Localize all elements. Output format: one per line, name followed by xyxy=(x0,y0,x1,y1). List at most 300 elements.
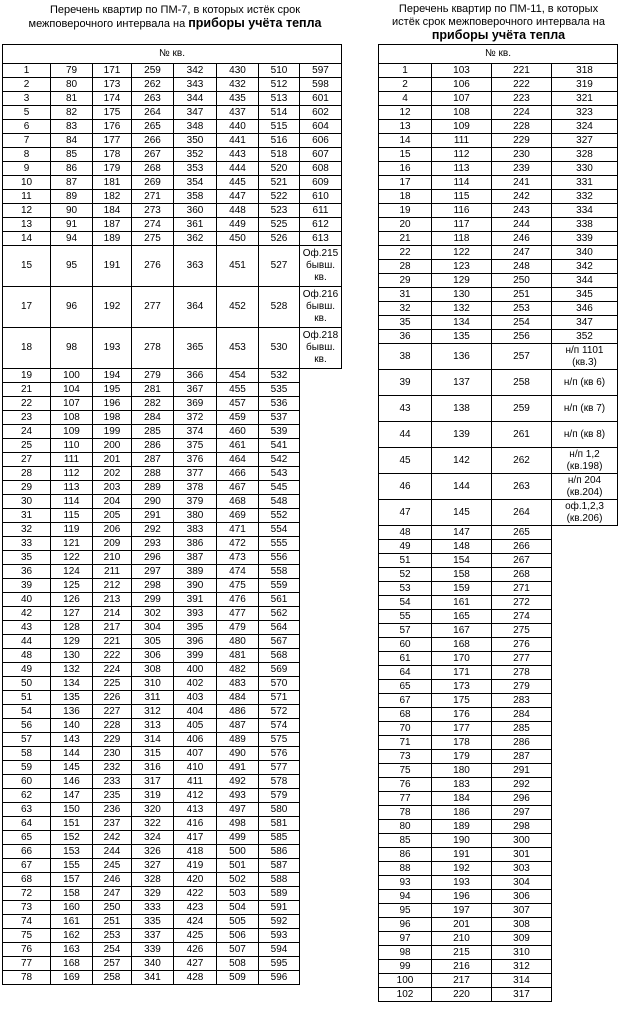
pm7-empty-cell xyxy=(300,579,342,593)
pm11-apartment-cell: 28 xyxy=(379,260,432,274)
pm7-apartment-cell: 271 xyxy=(132,190,174,204)
pm11-apartment-cell: 190 xyxy=(432,834,492,848)
pm7-apartment-cell: 474 xyxy=(217,565,259,579)
pm11-apartment-cell: 57 xyxy=(379,624,432,638)
pm7-apartment-cell: 313 xyxy=(132,719,174,733)
pm7-table-header: № кв. xyxy=(3,45,342,64)
pm7-apartment-cell: 173 xyxy=(93,78,132,92)
pm7-apartment-cell: 85 xyxy=(51,148,93,162)
pm11-table-header: № кв. xyxy=(379,45,618,64)
pm7-apartment-cell: 257 xyxy=(93,957,132,971)
pm7-apartment-cell: 226 xyxy=(93,691,132,705)
pm7-apartment-cell: 587 xyxy=(259,859,300,873)
pm7-apartment-cell: 548 xyxy=(259,495,300,509)
pm11-table-row xyxy=(379,64,618,78)
pm11-apartment-cell: 122 xyxy=(432,246,492,260)
pm7-apartment-cell: 447 xyxy=(217,190,259,204)
pm7-apartment-cell: 326 xyxy=(132,845,174,859)
pm7-apartment-cell: 481 xyxy=(217,649,259,663)
pm11-apartment-cell: 159 xyxy=(432,582,492,596)
pm7-apartment-cell: 574 xyxy=(259,719,300,733)
pm11-empty-cell xyxy=(552,722,618,736)
pm7-apartment-cell: 428 xyxy=(174,971,217,985)
pm11-apartment-cell: 60 xyxy=(379,638,432,652)
pm7-apartment-cell: 324 xyxy=(132,831,174,845)
pm7-apartment-cell: 472 xyxy=(217,537,259,551)
pm7-apartment-cell: 82 xyxy=(51,106,93,120)
pm7-table-row xyxy=(3,120,342,134)
pm7-table-row xyxy=(3,621,342,635)
pm11-apartment-cell: 180 xyxy=(432,764,492,778)
pm7-apartment-cell: 269 xyxy=(132,176,174,190)
pm11-table-row xyxy=(379,448,618,474)
pm7-table-row xyxy=(3,733,342,747)
pm11-apartment-cell: 135 xyxy=(432,330,492,344)
pm7-table-row xyxy=(3,551,342,565)
pm7-apartment-cell: 328 xyxy=(132,873,174,887)
pm7-apartment-cell: 162 xyxy=(51,929,93,943)
pm7-empty-cell xyxy=(300,453,342,467)
pm11-apartment-cell: 215 xyxy=(432,946,492,960)
pm7-apartment-cell: 448 xyxy=(217,204,259,218)
pm11-apartment-cell: 210 xyxy=(432,932,492,946)
pm11-table-row xyxy=(379,526,618,540)
pm11-apartment-cell: 230 xyxy=(492,148,552,162)
pm7-empty-cell xyxy=(300,705,342,719)
pm7-title-line1: Перечень квартир по ПМ-7, в которых истёк срок xyxy=(49,4,301,16)
pm7-apartment-cell: 578 xyxy=(259,775,300,789)
pm11-apartment-cell: 318 xyxy=(552,64,618,78)
pm7-apartment-cell: 427 xyxy=(174,957,217,971)
pm7-apartment-cell: 281 xyxy=(132,383,174,397)
pm7-empty-cell xyxy=(300,845,342,859)
pm7-apartment-cell: 35 xyxy=(3,551,51,565)
pm11-apartment-cell: 317 xyxy=(492,988,552,1002)
pm7-apartment-cell: 367 xyxy=(174,383,217,397)
pm11-apartment-cell: 201 xyxy=(432,918,492,932)
pm7-table-row xyxy=(3,691,342,705)
pm11-apartment-cell: 239 xyxy=(492,162,552,176)
pm11-apartment-cell: 85 xyxy=(379,834,432,848)
pm11-table-row xyxy=(379,876,618,890)
pm7-table-row xyxy=(3,523,342,537)
pm11-apartment-cell: 132 xyxy=(432,302,492,316)
pm11-apartment-cell: 307 xyxy=(492,904,552,918)
pm11-apartment-cell: н/п 1,2 (кв.198) xyxy=(552,448,618,474)
pm7-empty-cell xyxy=(300,957,342,971)
pm11-empty-cell xyxy=(552,596,618,610)
pm7-apartment-cell: 171 xyxy=(93,64,132,78)
pm7-apartment-cell: 290 xyxy=(132,495,174,509)
pm11-apartment-cell: 268 xyxy=(492,568,552,582)
pm11-apartment-cell: 248 xyxy=(492,260,552,274)
pm11-table-row xyxy=(379,370,618,396)
pm7-apartment-cell: 54 xyxy=(3,705,51,719)
pm11-apartment-cell: 80 xyxy=(379,820,432,834)
pm7-apartment-cell: 74 xyxy=(3,915,51,929)
pm7-apartment-cell: 378 xyxy=(174,481,217,495)
pm11-apartment-cell: 44 xyxy=(379,422,432,448)
pm11-apartment-cell: 70 xyxy=(379,722,432,736)
pm7-empty-cell xyxy=(300,915,342,929)
pm11-table-row xyxy=(379,422,618,448)
pm11-apartment-cell: 278 xyxy=(492,666,552,680)
pm7-apartment-cell: 310 xyxy=(132,677,174,691)
pm7-apartment-cell: 459 xyxy=(217,411,259,425)
pm7-apartment-cell: 40 xyxy=(3,593,51,607)
pm11-empty-cell xyxy=(552,988,618,1002)
pm11-table-row xyxy=(379,218,618,232)
pm7-apartment-cell: 469 xyxy=(217,509,259,523)
pm11-apartment-cell: 171 xyxy=(432,666,492,680)
pm11-table-row xyxy=(379,890,618,904)
pm11-apartment-cell: 193 xyxy=(432,876,492,890)
pm7-apartment-cell: 11 xyxy=(3,190,51,204)
pm11-apartment-cell: 51 xyxy=(379,554,432,568)
pm11-apartment-cell: 304 xyxy=(492,876,552,890)
pm7-empty-cell xyxy=(300,635,342,649)
pm11-apartment-cell: 134 xyxy=(432,316,492,330)
pm7-apartment-cell: 457 xyxy=(217,397,259,411)
pm7-apartment-cell: 253 xyxy=(93,929,132,943)
pm11-table-row xyxy=(379,596,618,610)
pm7-apartment-cell: 87 xyxy=(51,176,93,190)
pm7-apartment-cell: 199 xyxy=(93,425,132,439)
pm11-apartment-cell: 216 xyxy=(432,960,492,974)
pm7-apartment-cell: 184 xyxy=(93,204,132,218)
pm11-apartment-cell: 254 xyxy=(492,316,552,330)
pm7-table-row xyxy=(3,803,342,817)
pm7-apartment-cell: 416 xyxy=(174,817,217,831)
pm7-apartment-cell: 8 xyxy=(3,148,51,162)
pm11-apartment-cell: 265 xyxy=(492,526,552,540)
pm7-apartment-cell: 589 xyxy=(259,887,300,901)
pm7-apartment-cell: 596 xyxy=(259,971,300,985)
pm7-apartment-cell: 556 xyxy=(259,551,300,565)
pm7-apartment-cell: 109 xyxy=(51,425,93,439)
pm7-apartment-cell: 530 xyxy=(259,328,300,369)
pm7-apartment-cell: 44 xyxy=(3,635,51,649)
pm11-apartment-cell: 338 xyxy=(552,218,618,232)
pm7-apartment-cell: 491 xyxy=(217,761,259,775)
pm11-apartment-cell: 68 xyxy=(379,708,432,722)
pm7-apartment-cell: 145 xyxy=(51,761,93,775)
pm7-apartment-cell: 554 xyxy=(259,523,300,537)
pm7-apartment-cell: 21 xyxy=(3,383,51,397)
pm7-apartment-cell: 399 xyxy=(174,649,217,663)
pm7-table-row xyxy=(3,537,342,551)
pm11-table-row xyxy=(379,148,618,162)
pm11-table-row xyxy=(379,316,618,330)
pm7-apartment-cell: 178 xyxy=(93,148,132,162)
pm11-apartment-cell: 223 xyxy=(492,92,552,106)
pm7-apartment-cell: 18 xyxy=(3,328,51,369)
pm7-apartment-cell: 72 xyxy=(3,887,51,901)
pm7-apartment-cell: 337 xyxy=(132,929,174,943)
pm7-apartment-cell: 50 xyxy=(3,677,51,691)
pm7-table-row xyxy=(3,64,342,78)
pm7-apartment-cell: 522 xyxy=(259,190,300,204)
pm7-apartment-cell: 251 xyxy=(93,915,132,929)
pm11-apartment-cell: 48 xyxy=(379,526,432,540)
pm7-apartment-cell: 75 xyxy=(3,929,51,943)
pm7-apartment-cell: 94 xyxy=(51,232,93,246)
pm7-empty-cell xyxy=(300,691,342,705)
pm11-apartment-cell: 309 xyxy=(492,932,552,946)
pm7-apartment-cell: 187 xyxy=(93,218,132,232)
pm11-apartment-cell: 67 xyxy=(379,694,432,708)
pm11-title-bold: приборы учёта тепла xyxy=(431,28,566,42)
pm11-apartment-cell: 78 xyxy=(379,806,432,820)
pm7-apartment-cell: 127 xyxy=(51,607,93,621)
pm7-apartment-cell: 23 xyxy=(3,411,51,425)
pm7-apartment-cell: 296 xyxy=(132,551,174,565)
pm11-apartment-cell: 242 xyxy=(492,190,552,204)
pm11-apartment-cell: 246 xyxy=(492,232,552,246)
pm7-apartment-cell: 475 xyxy=(217,579,259,593)
pm7-apartment-cell: 404 xyxy=(174,705,217,719)
pm7-title-line2: межповерочного интервала на xyxy=(28,18,189,30)
pm11-apartment-cell: 258 xyxy=(492,370,552,396)
pm11-apartment-cell: 111 xyxy=(432,134,492,148)
pm11-table-row xyxy=(379,750,618,764)
pm7-apartment-cell: 418 xyxy=(174,845,217,859)
pm11-empty-cell xyxy=(552,582,618,596)
pm7-apartment-cell: 317 xyxy=(132,775,174,789)
pm7-apartment-cell: 441 xyxy=(217,134,259,148)
pm7-apartment-cell: 561 xyxy=(259,593,300,607)
pm7-apartment-cell: 586 xyxy=(259,845,300,859)
pm7-apartment-cell: 377 xyxy=(174,467,217,481)
pm11-apartment-cell: н/п 204 (кв.204) xyxy=(552,474,618,500)
pm11-apartment-cell: 286 xyxy=(492,736,552,750)
pm7-table-row xyxy=(3,148,342,162)
pm7-apartment-cell: 315 xyxy=(132,747,174,761)
pm11-apartment-cell: н/п (кв 6) xyxy=(552,370,618,396)
pm7-apartment-cell: 135 xyxy=(51,691,93,705)
pm7-apartment-cell: 222 xyxy=(93,649,132,663)
pm7-apartment-cell: 532 xyxy=(259,369,300,383)
pm7-table-row xyxy=(3,845,342,859)
pm11-apartment-cell: 301 xyxy=(492,848,552,862)
pm7-apartment-cell: 124 xyxy=(51,565,93,579)
pm7-apartment-cell: 297 xyxy=(132,565,174,579)
pm11-apartment-cell: 35 xyxy=(379,316,432,330)
pm7-table-row xyxy=(3,873,342,887)
pm7-apartment-cell: 286 xyxy=(132,439,174,453)
pm11-empty-cell xyxy=(552,876,618,890)
pm7-apartment-cell: 86 xyxy=(51,162,93,176)
pm7-apartment-cell: 350 xyxy=(174,134,217,148)
pm11-apartment-cell: 53 xyxy=(379,582,432,596)
pm11-apartment-cell: 352 xyxy=(552,330,618,344)
pm11-apartment-cell: 228 xyxy=(492,120,552,134)
pm11-table-row xyxy=(379,708,618,722)
pm7-apartment-cell: 267 xyxy=(132,148,174,162)
pm7-apartment-cell: 571 xyxy=(259,691,300,705)
pm7-apartment-cell: 400 xyxy=(174,663,217,677)
pm7-apartment-cell: 417 xyxy=(174,831,217,845)
pm11-apartment-cell: 179 xyxy=(432,750,492,764)
pm11-apartment-cell: 303 xyxy=(492,862,552,876)
pm7-apartment-cell: 320 xyxy=(132,803,174,817)
pm7-apartment-cell: 555 xyxy=(259,537,300,551)
pm7-empty-cell xyxy=(300,873,342,887)
pm7-table-row xyxy=(3,859,342,873)
pm11-apartment-cell: 224 xyxy=(492,106,552,120)
pm7-apartment-cell: 450 xyxy=(217,232,259,246)
pm7-apartment-cell: 136 xyxy=(51,705,93,719)
pm7-apartment-cell: 405 xyxy=(174,719,217,733)
pm11-apartment-cell: 300 xyxy=(492,834,552,848)
pm7-apartment-cell: 224 xyxy=(93,663,132,677)
pm11-table-row xyxy=(379,474,618,500)
pm11-table-row xyxy=(379,260,618,274)
pm11-apartment-cell: 176 xyxy=(432,708,492,722)
pm7-apartment-cell: 366 xyxy=(174,369,217,383)
pm7-apartment-cell: 200 xyxy=(93,439,132,453)
pm11-table-row xyxy=(379,396,618,422)
pm7-apartment-cell: 435 xyxy=(217,92,259,106)
pm11-table-row xyxy=(379,134,618,148)
pm7-apartment-cell: 204 xyxy=(93,495,132,509)
pm11-apartment-cell: 253 xyxy=(492,302,552,316)
pm11-apartment-cell: 18 xyxy=(379,190,432,204)
pm11-table-row xyxy=(379,568,618,582)
pm7-table-row xyxy=(3,397,342,411)
pm7-table-row xyxy=(3,943,342,957)
pm7-apartment-cell: 322 xyxy=(132,817,174,831)
pm7-apartment-cell: 483 xyxy=(217,677,259,691)
pm7-apartment-cell: 198 xyxy=(93,411,132,425)
pm7-apartment-cell: 115 xyxy=(51,509,93,523)
pm7-table-row xyxy=(3,246,342,287)
pm7-apartment-cell: 535 xyxy=(259,383,300,397)
pm11-apartment-cell: 129 xyxy=(432,274,492,288)
pm7-apartment-cell: 266 xyxy=(132,134,174,148)
pm7-apartment-cell: 607 xyxy=(300,148,342,162)
pm11-apartment-cell: 277 xyxy=(492,652,552,666)
pm7-apartment-cell: 476 xyxy=(217,593,259,607)
pm11-apartment-cell: 264 xyxy=(492,500,552,526)
pm11-apartment-cell: 347 xyxy=(552,316,618,330)
pm7-table-row xyxy=(3,481,342,495)
pm7-apartment-cell: 379 xyxy=(174,495,217,509)
pm7-apartment-cell: 111 xyxy=(51,453,93,467)
pm7-empty-cell xyxy=(300,565,342,579)
pm11-apartment-cell: 221 xyxy=(492,64,552,78)
pm7-table-row xyxy=(3,719,342,733)
pm11-apartment-cell: 192 xyxy=(432,862,492,876)
pm7-apartment-cell: 299 xyxy=(132,593,174,607)
pm7-apartment-cell: 201 xyxy=(93,453,132,467)
pm11-apartment-cell: 77 xyxy=(379,792,432,806)
pm7-apartment-cell: 304 xyxy=(132,621,174,635)
pm11-apartment-cell: 168 xyxy=(432,638,492,652)
pm11-apartment-cell: 261 xyxy=(492,422,552,448)
pm7-apartment-cell: 227 xyxy=(93,705,132,719)
pm11-apartment-cell: 20 xyxy=(379,218,432,232)
pm7-apartment-cell: 342 xyxy=(174,64,217,78)
pm11-apartment-cell: 76 xyxy=(379,778,432,792)
pm7-apartment-cell: 601 xyxy=(300,92,342,106)
pm11-apartment-cell: 2 xyxy=(379,78,432,92)
pm11-table-row xyxy=(379,820,618,834)
pm7-apartment-cell: 64 xyxy=(3,817,51,831)
pm11-apartment-cell: 107 xyxy=(432,92,492,106)
pm11-table-row xyxy=(379,638,618,652)
pm7-empty-cell xyxy=(300,495,342,509)
pm7-apartment-cell: 487 xyxy=(217,719,259,733)
pm7-apartment-cell: 84 xyxy=(51,134,93,148)
pm11-apartment-cell: 49 xyxy=(379,540,432,554)
pm7-apartment-cell: 19 xyxy=(3,369,51,383)
pm7-apartment-cell: 275 xyxy=(132,232,174,246)
pm11-table-row xyxy=(379,288,618,302)
pm11-apartment-cell: 332 xyxy=(552,190,618,204)
pm7-apartment-cell: 274 xyxy=(132,218,174,232)
pm7-apartment-cell: 254 xyxy=(93,943,132,957)
pm7-apartment-cell: 527 xyxy=(259,246,300,287)
pm7-apartment-cell: 126 xyxy=(51,593,93,607)
pm11-apartment-cell: 117 xyxy=(432,218,492,232)
pm7-table-row xyxy=(3,287,342,328)
pm7-apartment-cell: 454 xyxy=(217,369,259,383)
pm11-apartment-cell: 112 xyxy=(432,148,492,162)
pm11-apartment-cell: 114 xyxy=(432,176,492,190)
pm7-apartment-cell: 344 xyxy=(174,92,217,106)
pm7-apartment-cell: 424 xyxy=(174,915,217,929)
pm11-apartment-cell: 95 xyxy=(379,904,432,918)
pm7-table-row xyxy=(3,467,342,481)
pm7-apartment-cell: 158 xyxy=(51,887,93,901)
pm11-apartment-cell: 21 xyxy=(379,232,432,246)
pm7-table-row xyxy=(3,761,342,775)
pm7-apartment-cell: 63 xyxy=(3,803,51,817)
pm7-empty-cell xyxy=(300,817,342,831)
pm7-apartment-cell: 31 xyxy=(3,509,51,523)
pm7-empty-cell xyxy=(300,369,342,383)
pm7-apartment-cell: 419 xyxy=(174,859,217,873)
pm7-apartment-cell: 390 xyxy=(174,579,217,593)
pm7-apartment-cell: 60 xyxy=(3,775,51,789)
pm11-apartment-cell: 165 xyxy=(432,610,492,624)
pm7-apartment-cell: 230 xyxy=(93,747,132,761)
pm7-table-row xyxy=(3,747,342,761)
pm11-table-row xyxy=(379,862,618,876)
pm7-title xyxy=(2,0,348,44)
pm7-apartment-cell: 507 xyxy=(217,943,259,957)
pm11-apartment-cell: 158 xyxy=(432,568,492,582)
pm11-table-row xyxy=(379,302,618,316)
pm7-apartment-cell: 473 xyxy=(217,551,259,565)
pm7-apartment-cell: 10 xyxy=(3,176,51,190)
pm7-table-row xyxy=(3,705,342,719)
pm7-apartment-cell: 144 xyxy=(51,747,93,761)
pm7-empty-cell xyxy=(300,537,342,551)
pm7-table xyxy=(2,44,342,985)
pm7-apartment-cell: 510 xyxy=(259,64,300,78)
pm11-apartment-cell: 154 xyxy=(432,554,492,568)
pm7-apartment-cell: 66 xyxy=(3,845,51,859)
pm11-empty-cell xyxy=(552,792,618,806)
pm7-apartment-cell: 575 xyxy=(259,733,300,747)
pm11-apartment-cell: 183 xyxy=(432,778,492,792)
pm11-apartment-cell: 241 xyxy=(492,176,552,190)
pm11-apartment-cell: 98 xyxy=(379,946,432,960)
pm7-apartment-cell: 33 xyxy=(3,537,51,551)
pm11-apartment-cell: 167 xyxy=(432,624,492,638)
